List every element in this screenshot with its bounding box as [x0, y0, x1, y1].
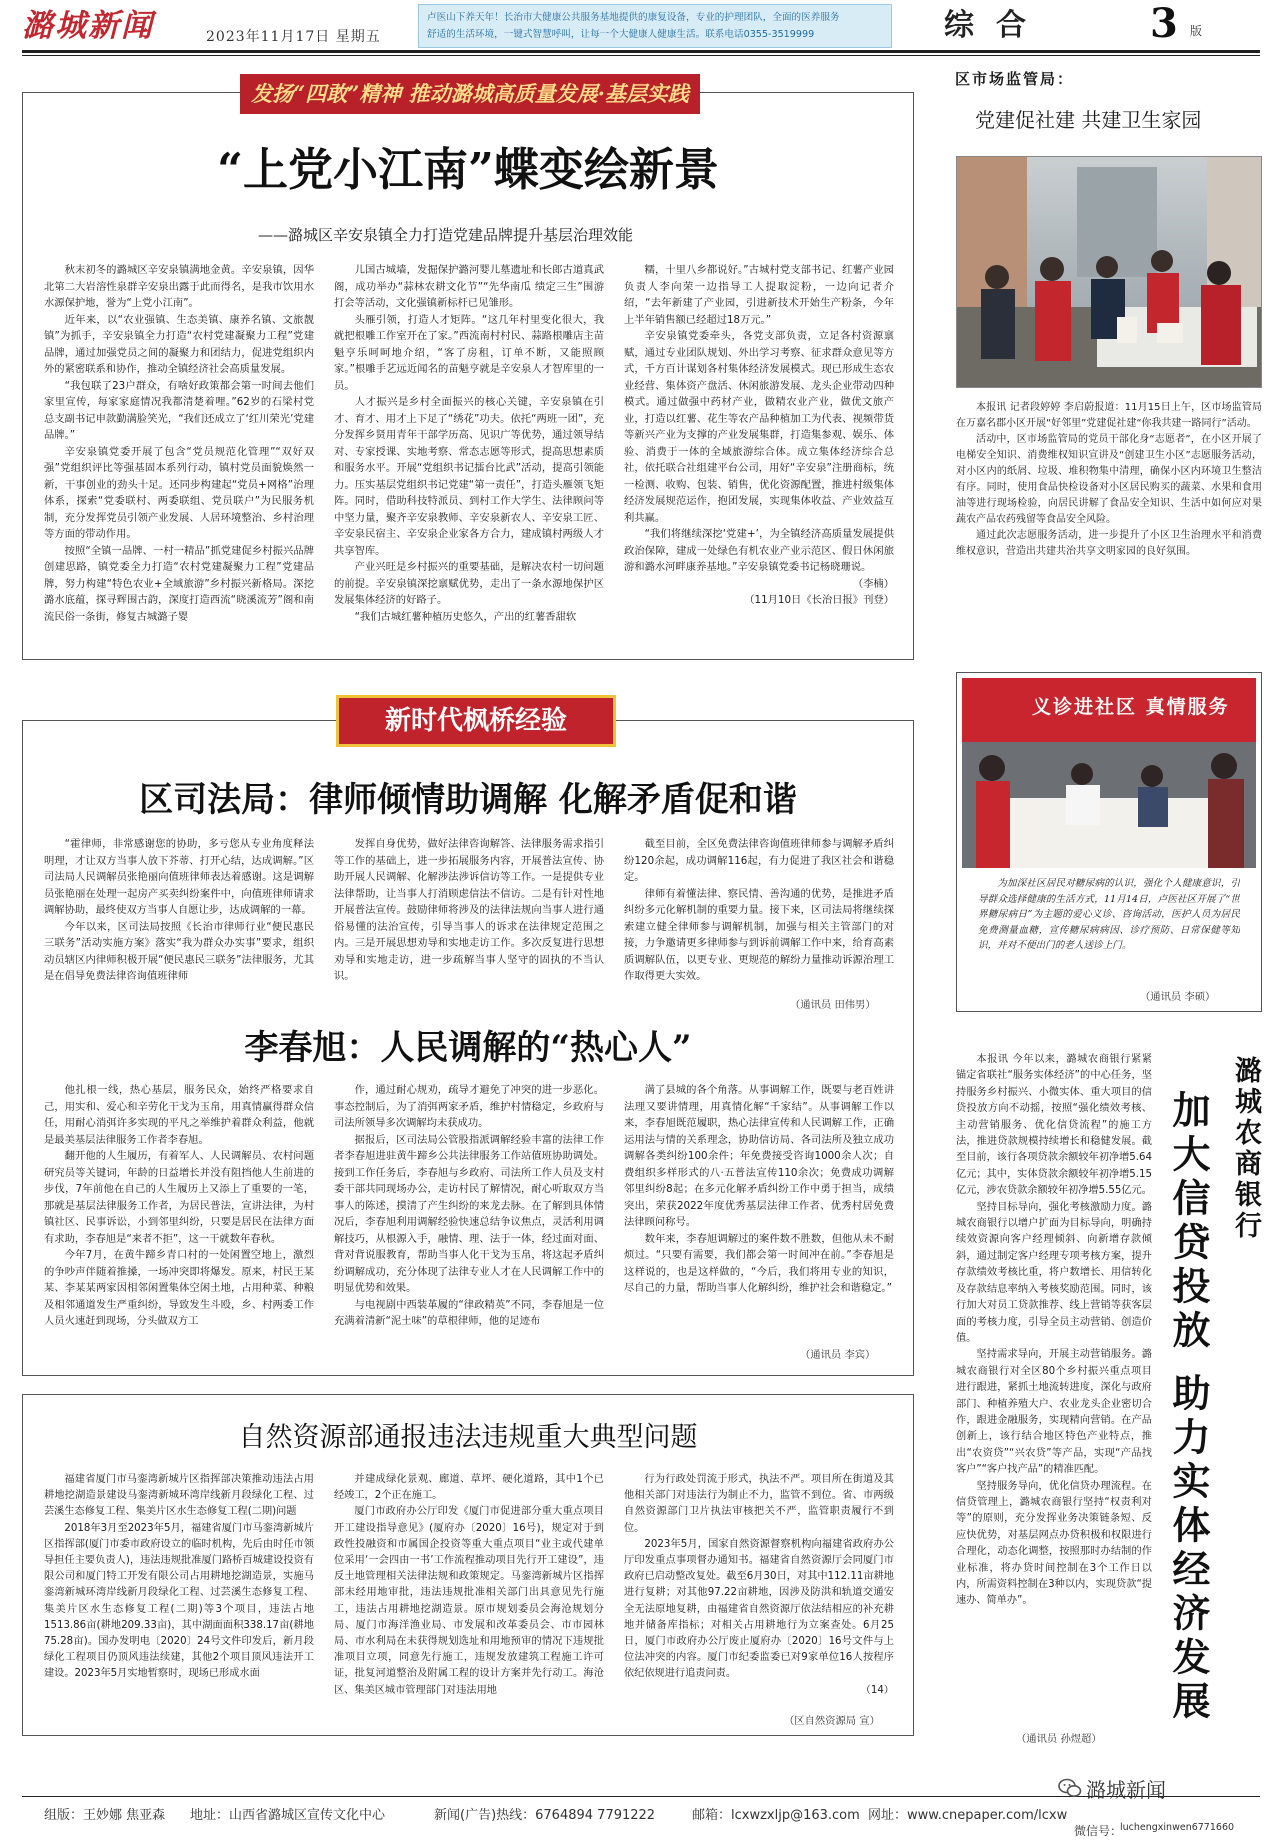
- paragraph: 糯，十里八乡都说好。”古城村党支部书记、红薯产业园负责人李向荣一边指导工人提取淀粉，一边向记者介绍，“去年新建了产业园，引进新技术开始生产粉条，今年上半年销售额已经超过18万元。”: [624, 264, 894, 326]
- bank-kicker: 潞城农商银行: [1230, 1056, 1261, 1242]
- byline: （通讯员 李硕）: [1140, 991, 1216, 1003]
- paragraph: “我们古城红薯种植历史悠久，产出的红薯香甜软: [354, 610, 577, 623]
- paragraph: （14）: [860, 1684, 894, 1696]
- paragraph: 福建省厦门市马銮湾新城片区指挥部决策推动违法占用耕地挖湖造景建设马銮湾新城环湾岸线新月段绿化工程、过芸溪生态修复工程、集美片区水生态修复工程(二期)问题: [44, 1474, 314, 1518]
- paragraph: 坚持需求导向，开展主动营销服务。潞城农商银行对全区80个乡村振兴重点项目进行跟进，紧抓土地流转进度，深化与政府部门、种植养殖大户、农业龙头企业密切合作，跟进金融服务，实现精向营销。在产品创新上，该行结合地区特色产业特点，推出“农资贷”“兴农贷”等产品，实现“产品找客户”“客户找产品”的精准匹配。: [956, 1349, 1152, 1476]
- article-body-bank: [956, 1052, 1152, 1720]
- paragraph: 本报讯 今年以来，潞城农商银行紧紧锚定省联社“服务实体经济”的中心任务，坚持服务乡村振兴、小微实体、重大项目的信贷投放方向不动摇，按照“强化绩效考核、主动营销服务、优化信贷流程”的施工方法，推进贷款规模持续增长和稳健发展。截至目前，该行各项贷款余额较年初净增5.64亿元；其中，实体贷款余额较年初净增5.15亿元，涉农贷款余额较年初净增5.55亿元。: [956, 1054, 1152, 1197]
- paragraph: 按照“全镇一品牌、一村一精品”抓党建促乡村振兴品牌创建思路，镇党委全力打造“农村党建凝聚力工程”党建品牌，努力构建“特色农业+全域旅游”乡村振兴新格局。深挖潞水底蕴，探寻辉围古韵，深度打造西流“晓溪流芳”阁和南流民俗一条街，修复古城潞子婴: [44, 544, 314, 623]
- photo-clinic: [962, 678, 1256, 868]
- article-headline-market[interactable]: 党建促社建 共建卫生家园: [975, 108, 1202, 132]
- article-column: [334, 1082, 604, 1362]
- byline: （通讯员 田伟男）: [790, 999, 876, 1011]
- paragraph: “我包联了23户群众，有啥好政策都会第一时间去他们家里宣传，每家家庭情况我都清楚着哩。”62岁的石梁村党总支副书记申款勤满脸笑光，“我们还成立了‘红川荣光’党建品牌。”: [44, 379, 314, 441]
- paragraph: 活动中，区市场监管局的党员干部化身“志愿者”，在小区开展了电梯安全知识、消费维权知识宣讲及“创建卫生小区”志愿服务活动，对小区内的纸屑、垃圾、堆积物集中清理，确保小区内环境卫生整洁有序。同时，使用食品快检设备对小区居民购买的蔬菜、水果和食用油等进行现场检验，向居民讲解了食品安全知识、生活中如何应对果蔬农产品农药残留等食品安全风险。: [956, 434, 1262, 525]
- header-ad-line-1: 卢医山下养天年！长治市大健康公共服务基地提供的康复设备，专业的护理团队，全面的医养服务: [427, 12, 840, 23]
- paragraph: 他扎根一线，热心基层，服务民众，始终严格要求自己，用实和、爱心和辛劳化干戈为玉帛，用真情赢得群众信任，用耐心消弭许多实现的平凡之举维护着群众利益，他就是最美基层法律服务工作者李春旭。: [44, 1084, 314, 1146]
- article-column: [624, 1082, 894, 1344]
- article-column: [334, 1472, 604, 1730]
- paragraph: 产业兴旺是乡村振兴的重要基础，是解决农村一切问题的前提。辛安泉镇深挖禀赋优势，走出了一条水源地保护区发展集体经济的好路子。: [334, 561, 604, 606]
- source-note: （11月10日《长治日报》刊登）: [744, 594, 894, 606]
- footer-email[interactable]: 邮箱：lcxwzxljp@163.com: [692, 1808, 860, 1823]
- section-name: 综合: [944, 8, 1048, 43]
- article-headline-justice[interactable]: 区司法局：律师倾情助调解 化解矛盾促和谐: [139, 780, 797, 820]
- paragraph: 截至目前，全区免费法律咨询值班律师参与调解矛盾纠纷120余起，成功调解116起，有力促进了我区社会和谐稳定。: [624, 838, 894, 883]
- header-ad[interactable]: [418, 4, 892, 48]
- clinic-sign-text: 义诊进社区 真情服务: [1032, 696, 1230, 718]
- wechat-icon: [1058, 1776, 1082, 1800]
- paragraph: 厦门市政府办公厅印发《厦门市促进部分重大重点项目开工建设指导意见》(厦府办〔2020〕16号)，规定对于到政性投融资和市属国企投资等重大重点项目“业主或代建单位采用‘一会四由一书’工作流程推动项目先行开工建设”，违反土地管理相关法律法规和政策规定。马銮湾新城片区指挥部未经用地审批，违法违规批准相关部门出具意见先行施工，违法占用耕地挖湖造景。原市规划委员会海沧规划分局、厦门市海洋渔业局、市发展和改革委员会、市市园林局、市水利局在未获得规划选址和用地预审的情况下违规批准项目立项，同意先行施工，违规发放建筑工程施工许可证，批复河道整治及附属工程的设计方案并先行动工。海沧区、集美区城市管理部门对违法用地: [334, 1506, 604, 1696]
- article-kicker: 区市场监管局：: [955, 70, 1075, 88]
- footer-address: 地址：山西省潞城区宣传文化中心: [190, 1808, 386, 1823]
- article-column: [334, 836, 604, 1012]
- section-banner-practice: 发扬“四敢”精神 推动潞城高质量发展·基层实践: [240, 74, 700, 114]
- article-body-market: [956, 400, 1262, 640]
- footer-website[interactable]: 网址：www.cnepaper.com/lcxw: [868, 1808, 1068, 1823]
- newspaper-logo: 潞城新闻: [22, 8, 154, 44]
- byline: （李楠）: [852, 577, 894, 590]
- masthead-rule-thin: [22, 55, 1260, 56]
- paragraph: 人才振兴是乡村全面振兴的核心关键，辛安泉镇在引才、育才、用才上下足了“绣花”功夫。依托“两班一团”，充分发挥乡贤用青年干部学历高、见识广等优势，通过领导结对、专家授课、实地考察、常态志愿等形式，提高思想素质和服务水平。开展“党组织书记擂台比武”活动，提高引领能力。压实基层党组织书记党建“第一责任”，打造头雁领飞矩阵。同时，借助科技特派员、到村工作大学生、法律顾问等中坚力量，聚齐辛安泉教师、辛安泉新农人、辛安泉工匠、辛安泉民宿主、辛安泉企业家各方合力，建成镇村两级人才共享智库。: [334, 396, 604, 557]
- paragraph: 头雁引领，打造人才矩阵。“这几年村里变化很大，我就把根雕工作室开在了家。”西流南村村民、蒜路根雕店主苗魁亨乐呵呵地介绍，“客了房租，订单不断，又能照顾家。”根雕手艺远近闻名的苗魁亨就是辛安泉人才智库里的一员。: [334, 313, 604, 392]
- paragraph: 发挥自身优势，做好法律咨询解答、法律服务需求指引等工作的基础上，进一步拓展服务内容，开展普法宣传、协助开展人民调解、化解涉法涉诉信访等工作。一是提供专业法律帮助，让当事人打消顾虑信法不信访。二是有针对性地开展普法宣传。鼓励律师将涉及的法律法规向当事人进行通俗易懂的法治宣传，引导当事人的诉求在法律规定范围之内。三是开展思想劝导和实地走访工作。多次反复进行思想劝导和实地走访，进一步疏解当事人坚守的固执的不当认识。: [334, 838, 604, 982]
- byline: （通讯员 孙煜超）: [1016, 1733, 1102, 1745]
- article-headline-bank[interactable]: 加大信贷投放 助力实体经济发展: [1166, 1090, 1211, 1726]
- byline: （通讯员 李宾）: [800, 1349, 876, 1361]
- article-column: [624, 836, 894, 1012]
- footer-editors: 组版：王妙娜 焦亚森: [44, 1808, 166, 1823]
- paragraph: 2018年3月至2023年5月，福建省厦门市马銮湾新城片区指挥部(厦门市委市政府设立的临时机构，先后由时任市领导担任主要负责人)，违法违规批准厦门路桥百城建设投资有限公司和厦门特工开发有限公司占用耕地挖湖造景，实施马銮湾新城环湾岸线新月段绿化工程、过芸溪生态修复工程、集美片区水生态修复工程(二期)等3个项目，违法占地1513.86亩(耕地209.33亩)，其中湖面面积338.17亩(耕地75.28亩)。国办发明电〔2020〕24号文件印发后，新月段绿化工程项目仍顶风违法续建，其他2个项目顶风违法开工建设。2023年5月实地暂察时，现场已形成水面: [44, 1522, 314, 1680]
- header-ad-line-2: 舒适的生活环境，一键式智慧呼叫，让每一个大健康人健康生活。联系电话0355-3519999: [427, 29, 815, 40]
- issue-date: 2023年11月17日 星期五: [206, 29, 381, 45]
- paragraph: 儿国古城墙，发掘保护潞河婴儿墓遗址和长郎古道真武阁，成功举办“蒜林农耕文化节”“先华南瓜 绩定三生”围游打会等活动，文化强镇新标杆已见雏形。: [334, 264, 604, 309]
- paragraph: 本报讯 记者段婷婷 李启蔚报道：11月15日上午，区市场监管局在万嘉名郡小区开展“好邻里”党建促社建“你我共建一路同行”活动。: [956, 402, 1262, 429]
- article-headline-li[interactable]: 李春旭：人民调解的“热心人”: [244, 1028, 692, 1068]
- masthead-rule: [22, 50, 1260, 53]
- article-headline-nature[interactable]: 自然资源部通报违法违规重大典型问题: [238, 1422, 698, 1453]
- article-column: [334, 262, 604, 654]
- article-column: [44, 262, 314, 654]
- article-column: [44, 1472, 314, 1730]
- article-subtitle: ——潞城区辛安泉镇全力打造党建品牌提升基层治理效能: [258, 226, 634, 244]
- paragraph: 坚持服务导向，优化信贷办理流程。在信贷管理上，潞城农商银行坚持“权责利对等”的原则，充分发挥业务决策链条短、反应快优势，对基层网点办贷积极和权限进行合理化，动态化调整，按照那时办结制的作业标准，将办贷时间控制在3个工作日以内，所需资料控制在3种以内，实现贷款“提速办、简单办”。: [956, 1480, 1152, 1607]
- paragraph: 律师有着懂法律、察民情、善沟通的优势，是推进矛盾纠纷多元化解机制的重要力量。接下来，区司法局将继续探索建立健全律师参与调解机制，加强与相关主管部门的对接，力争邀请更多律师参与到诉前调解工作中来，给育高素质调解队伍，以更专业、更规范的解纷力量推动诉源治理工作取得更大实效。: [624, 887, 894, 982]
- byline: （区自然资源局 宣）: [784, 1715, 880, 1727]
- paragraph: 数年来，李春旭调解过的案件数不胜数，但他从未不耐烦过。“只要有需要，我们都会第一时间冲在前。”李春旭是这样说的，也是这样做的，“今后，我们将用专业的知识，尽自己的力量，帮助当事人化解纠纷，维护社会和谐稳定。”: [624, 1232, 894, 1294]
- paragraph: 据报后，区司法局公管股指派调解经验丰富的法律工作者李春旭进驻黄牛蹄乡公共法律服务工作站值班协助调处。接到工作任务后，李春旭与乡政府、司法所工作人员及支村委干部共同现场办公，走访村民了解情况，耐心听取双方当事人的陈述，摸清了产生纠纷的来龙去脉。在了解到具体情况后，李春旭利用调解经验快速总结争议焦点，灵活利用调解技巧，从根源入手，融情、理、法于一体，经过面对面、背对背说服教育，帮助当事人化干戈为玉帛，将这起矛盾纠纷调解成功，充分体现了法律专业人才在人民调解工作中的明显优势和效果。: [334, 1133, 604, 1294]
- section-banner-fengqiao: 新时代枫桥经验: [336, 695, 616, 747]
- paragraph: 辛安泉镇党委开展了包含“党员规范化管理”“双好双强”党组织评比等强基固本系列行动，镇村党员面貌焕然一新，干事创业的劲头十足。还同步构建起“党员+网格”治理体系，探索“党委联村、两委联组、党员联户”为民服务机制，充分发挥党员引领产业发展、人居环境整治、乡村治理等方面的带动作用。: [44, 445, 314, 540]
- footer-wechat-label: 微信号：: [1074, 1824, 1123, 1838]
- article-column: [44, 1082, 314, 1362]
- paragraph: 今年以来，区司法局按照《长治市律师行业“便民惠民三联务”活动实施方案》落实“我为群众办实事”要求，组织动员辖区内律师积极开展“便民惠民三联务”法律服务，尤其是在倡导免费法律咨询值班律师: [44, 920, 314, 982]
- paragraph: 2023年5月，国家自然资源督察机构向福建省政府办公厅印发重点事项督办通知书。福建省自然资源厅会同厦门市政府已启动整改复处。截至6月30日，对其中112.11亩耕地进行复耕；对其他97.22亩耕地，因涉及防洪和轨道交通安全无法原地复耕，由福建省自然资源厅依法结相应的补充耕地并储备库指标；对相关占用耕地行为立案查处。6月25日，厦门市政府办公厅废止厦府办〔2020〕16号文件与上位法冲突的内容。厦门市纪委监委已对9家单位16人按程序依纪依规进行追责问责。: [624, 1538, 894, 1680]
- wechat-watermark: 潞城新闻: [1086, 1778, 1166, 1802]
- page-number: 3: [1150, 0, 1178, 47]
- photo-caption-clinic: [978, 876, 1240, 986]
- paragraph: “我们将继续深挖‘党建+’，为全镇经济高质量发展提供政治保障，建成一处绿色有机农业产业示范区、假日休闲旅游和潞水河畔康养基地。”辛安泉镇党委书记杨晓珊说。: [624, 528, 894, 573]
- paragraph: 通过此次志愿服务活动，进一步提升了小区卫生治理水平和消费维权意识，营造出共建共治共享文明家园的良好氛围。: [956, 530, 1262, 557]
- paragraph: 秋末初冬的潞城区辛安泉镇满地金黄。辛安泉镇，因华北第二大岩溶性泉群辛安泉出露于此而得名，是我市饮用水水源保护地，誉为“上党小江南”。: [44, 264, 314, 309]
- paragraph: 翻开他的人生履历，有着军人、人民调解员、农村问题研究员等关键词，年龄的日益增长并没有阻挡他人生前进的步伐，7年前他在自己的人生履历上又添上了重要的一笔，那就是基层法律服务工作者，为居民普法，宣讲法律，为村镇社区、民事诉讼，小到邻里纠纷，只要是居民在法律方面有求助，李春旭是“来者不拒”，这一干就数年春秋。: [44, 1150, 314, 1245]
- paragraph: 辛安泉镇党委牵头，各党支部负责，立足各村资源禀赋，通过专业团队规划、外出学习考察、征求群众意见等方式，千方百计谋划各村集体经济发展模式。现已形成生态农业经营、集体资产盘活、休闲旅游发展、龙头企业带动四种模式。通过做强中药材产业，做精农业产业，做优文旅产业，打造以红薯、花生等农产品种植加工为代表、视频带货等新兴产业为支撑的产业发展集群，打造集参观、娱乐、体验、消费于一体的全域旅游综合体。成立集体经济综合总社，依托联合社组建平台公司，用好“辛安泉”注册商标，统一检测、收购、包装、销售，优化资源配置，推进村级集体经济发展规范运作，抱团发展，实现集体收益、产业效益互利共赢。: [624, 330, 894, 524]
- paragraph: “霍律师，非常感谢您的协助，多亏您从专业角度释法明理，才让双方当事人放下芥蒂、打开心结，达成调解。”区司法局人民调解员张艳丽向值班律师表达着感谢。这是调解员张艳丽在处理一起房产买卖纠纷案件中，向值班律师请求调解协助，最终使双方当事人自愿让步，达成调解的一幕。: [44, 838, 314, 916]
- photo-volunteers: [956, 156, 1262, 388]
- volunteers-photo-image: [957, 157, 1262, 388]
- page-suffix: 版: [1190, 24, 1203, 38]
- article-column: [624, 262, 894, 654]
- paragraph: 行为行政处罚流于形式，执法不严。项目所在街道及其他相关部门对违法行为制止不力，监管不到位。省、市两级自然资源部门卫片执法审核把关不严，监管职责履行不到位。: [624, 1474, 894, 1534]
- paragraph: 作，通过耐心规劝，疏导才避免了冲突的进一步恶化。事态控制后，为了消弭两家矛盾，维护村情稳定，乡政府与司法所领导多次调解均未获成功。: [334, 1084, 604, 1129]
- paragraph: 近年来，以“农业强镇、生态美镇、康养名镇、文旅靓镇”为抓手，辛安泉镇全力打造“农村党建凝聚力工程”党建品牌，通过加强党员之间的凝聚力和团结力，促进党组织内外的紧密联系和协作，推动全镇经济社会高质量发展。: [44, 313, 314, 375]
- paragraph: 今年7月，在黄牛蹄乡青口村的一处闲置空地上，激烈的争吵声伴随着推搡，一场冲突即将爆发。原来，村民王某某、李某某两家因相邻闲置集体空闲土地，占用种菜、种粮及相邻通道发生严重纠纷，导致发生斗殴，乡、村两委工作人员火速赶到现场，分头做双方工: [44, 1249, 314, 1327]
- article-headline[interactable]: “上党小江南”蝶变绘新景: [217, 143, 719, 196]
- paragraph: 坚持目标导向，强化考核激励力度。潞城农商银行以增户扩面为目标导向，明确持续效资源向客户经理倾斜、向新增存款倾斜，通过制定客户经理专项考核方案，提升存款绩效考核比重，将户数增长、用信转化及存款结息率纳入考核奖励范围。同时，该行加大对员工贷款推荐、线上营销等获客层面的考核力度，引导全员主动营销、创造价值。: [956, 1201, 1152, 1344]
- article-column: [624, 1472, 894, 1708]
- paragraph: 为加深社区居民对糖尿病的认识，强化个人健康意识，引导群众选择健康的生活方式，11月14日，卢医社区开展了“世界糖尿病日”为主题的爱心义诊、咨询活动，医护人员为居民免费测量血糖，宣传糖尿病病因、诊疗预防、日常保健等知识，并对不便出门的老人送诊上门。: [978, 878, 1240, 951]
- article-column: [44, 836, 314, 1012]
- paragraph: 满了县城的各个角落。从事调解工作，既要与老百姓讲法理又要讲情理，用真情化解“千家结”。从事调解工作以来，李春旭既范履职，热心法律宣传和人民调解工作，正确运用法与情的关系理念，协助信访局、各司法所及独立成功调解各类纠纷100余件；年免费接受咨询1000余人次；自费组织多样形式的八·五普法宣传110余次；免费成功调解邻里纠纷8起；在多元化解矛盾纠纷工作中勇于担当，成绩突出，荣获2022年度优秀基层法律工作者、优秀村居免费法律顾问称号。: [624, 1084, 894, 1228]
- paragraph: 与电视剧中西装革履的“律政精英”不同，李春旭是一位充满着清新“泥土味”的草根律师，他的足迹布: [334, 1298, 604, 1327]
- footer-hotline: 新闻(广告)热线：6764894 7791222: [434, 1808, 656, 1823]
- footer-wechat-id[interactable]: luchengxinwen6771660: [1120, 1822, 1235, 1833]
- paragraph: 并建成绿化景观、廊道、草坪、硬化道路，其中1个已经竣工，2个正在施工。: [334, 1474, 604, 1502]
